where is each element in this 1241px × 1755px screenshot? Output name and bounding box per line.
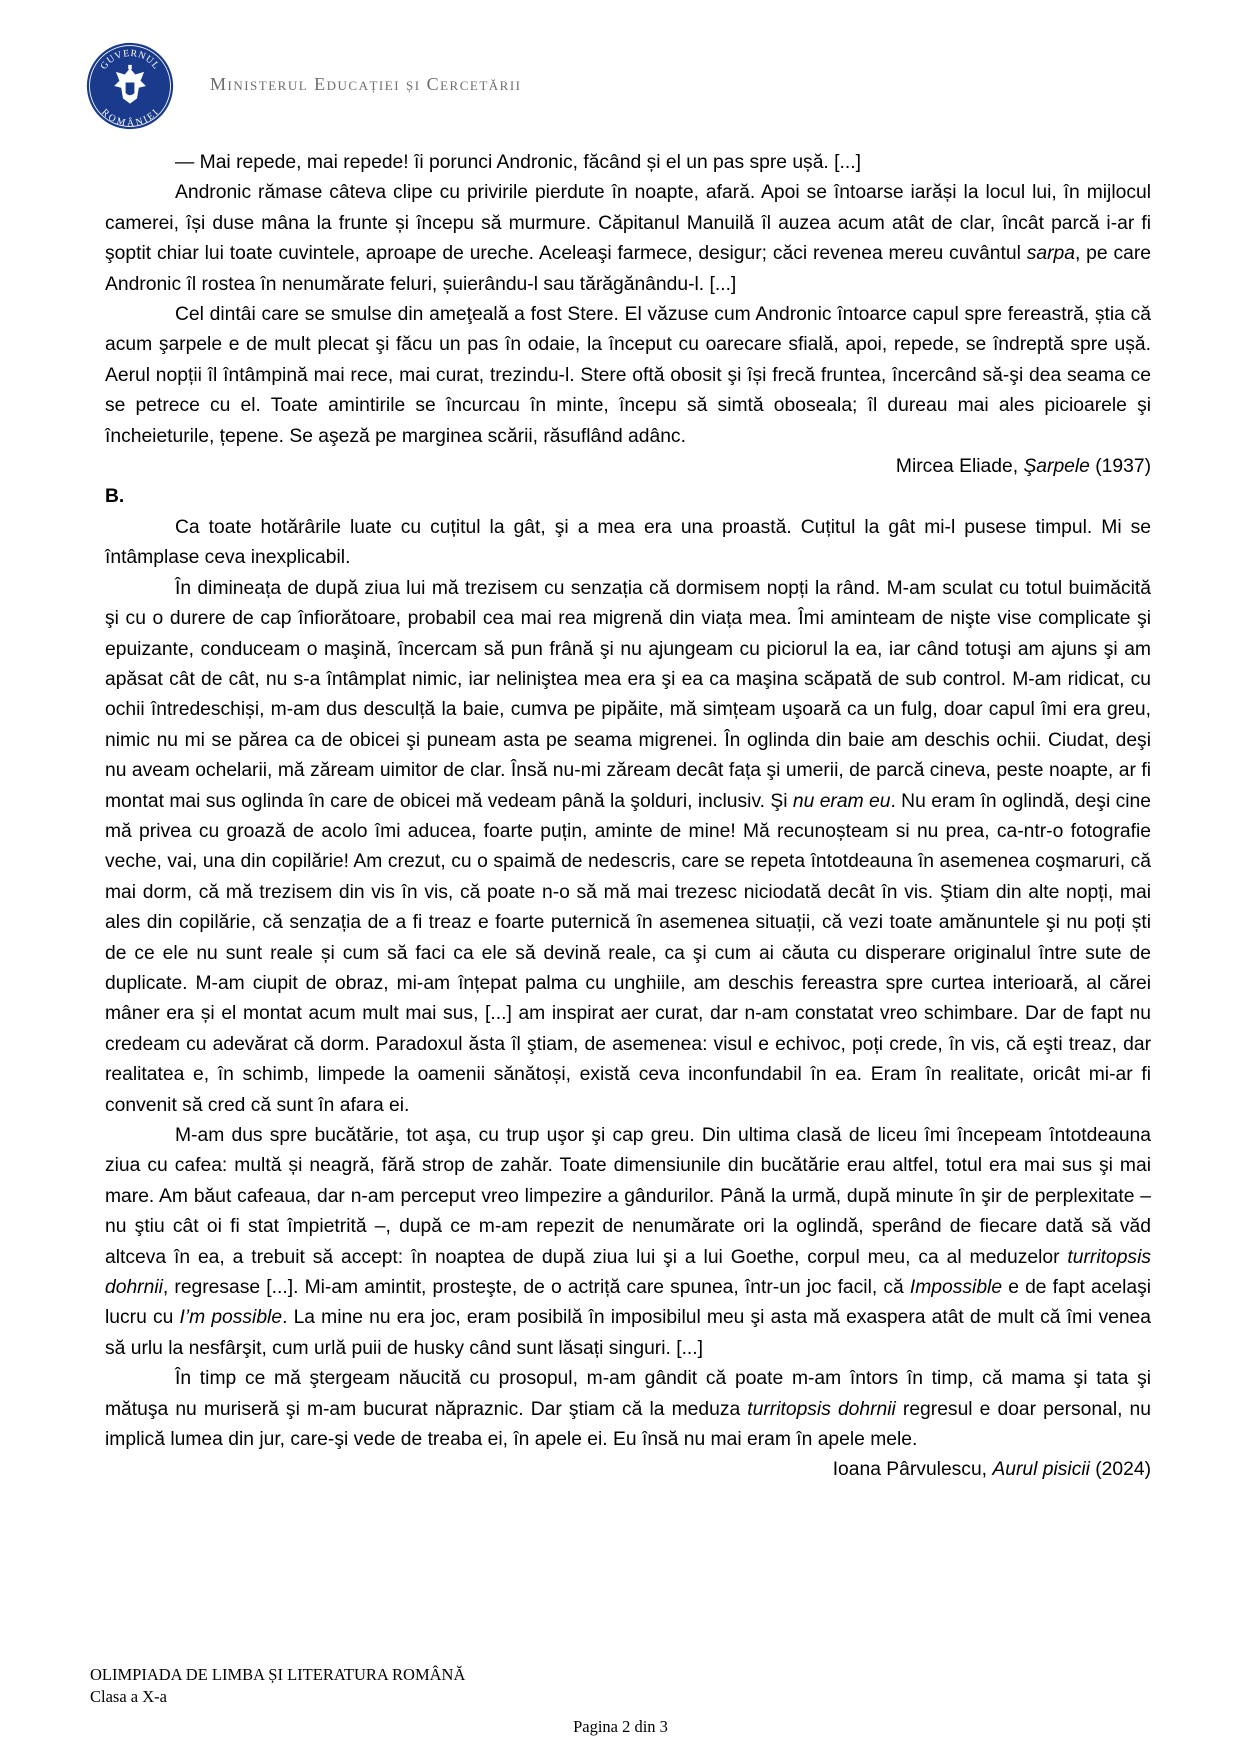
page-header — [86, 42, 986, 134]
paragraph: Cel dintâi care se smulse din ameţeală a fost Stere. El văzuse cum Andronic întoarce capul spre fereastră, știa că acum şarpele e de mult plecat şi făcu un pas în odaie, la început cu oarecare sfială, apoi, repede, se îndreptă spre ușă. Aerul nopții îl întâmpină mai rece, mai curat, trezindu-l. Stere oftă obosit şi își frecă fruntea, încercând să-şi dea seama ce se petrece cu el. Toate amintirile se încurcau în minte, începu să simtă oboseala; îl dureau mai ales picioarele şi încheieturile, țepene. Se aşeză pe marginea scării, răsuflând adânc. — [105, 304, 1151, 447]
svg-text:ROMÂNIEI: ROMÂNIEI — [99, 106, 162, 129]
footer-class: Clasa a X-a — [90, 1687, 167, 1706]
source-citation-b: Ioana Pârvulescu, Aurul pisicii (2024) — [832, 1459, 1151, 1481]
paragraph: — Mai repede, mai repede! îi porunci Andronic, făcând și el un pas spre ușă. [...] — [175, 152, 861, 173]
paragraph: În dimineața de după ziua lui mă trezisem cu senzația că dormisem nopți la rând. M-am sculat cu totul buimăcită şi cu o durere de cap înfiorătoare, probabil cea mai rea migrenă din viața mea. Îmi aminteam de nişte vise complicate şi epuizante, conduceam o maşină, încercam să pun frână şi nu ajungeam cu piciorul la ea, iar când totuşi am ajuns şi am apăsat cât de cât, nu s-a întâmplat nimic, iar neliniştea mea era şi ea ca maşina scăpată de sub control. M-am ridicat, cu ochii întredeschiși, m-am dus desculță la baie, cumva pe pipăite, mă simțeam uşoară ca un fulg, doar capul îmi era greu, nimic nu mi se părea ca de obicei şi puneam asta pe seama migrenei. În oglinda din baie am deschis ochii. Ciudat, deşi nu aveam ochelarii, mă zăream uimitor de clar. Însă nu-mi zăream decât fața şi umerii, de parcă cineva, peste noapte, ar fi montat mai sus oglinda în care de obicei mă vedeam până la şolduri, inclusiv. Şi nu eram eu. Nu eram în oglindă, deşi cine mă privea cu groază de acolo îmi aducea, foarte puțin, aminte de mine! Mă recunoșteam si nu prea, ca-ntr-o fotografie veche, vai, una din copilărie! Am crezut, cu o spaimă de nedescris, care se repeta întotdeauna în asemenea coşmaruri, că mai dorm, că mă trezisem din vis în vis, că poate n-o să mă mai trezesc niciodată decât în vis. Ştiam din alte nopți, mai ales din copilărie, că senzația de a fi treaz e foarte puternică în asemenea situații, că vezi toate amănuntele şi nu poți ști de ce ele nu sunt reale și cum să faci ca ele să devină reale, ca şi cum ai căuta cu disperare originalul între sute de duplicate. M-am ciupit de obraz, mi-am înțepat palma cu unghiile, am deschis fereastra spre curtea interioară, al cărei mâner era și el montat acum mult mai sus, [...] am inspirat aer curat, dar n-am constatat vreo schimbare. Dar de fapt nu credeam cu adevărat că dorm. Paradoxul ăsta îl ştiam, de asemenea: visul e echivoc, poți crede, în vis, că eşti treaz, dar realitatea e, în schimb, limpede la oamenii sănătoși, există ceva inconfundabil în ea. Eram în realitate, oricât mi-ar fi convenit să cred că sunt în afara ei. — [105, 577, 1151, 1116]
paragraph: M-am dus spre bucătărie, tot aşa, cu trup uşor şi cap greu. Din ultima clasă de liceu îmi începeam întotdeauna ziua cu cafea: multă și neagră, fără strop de zahăr. Toate dimensiunile din bucătărie erau altfel, totul era mai sus şi mai mare. Am băut cafeaua, dar n-am perceput vreo limpezire a gândurilor. Până la urmă, după minute în şir de perplexitate – nu ştiu cât oi fi stat împietrită –, după ce m-am repezit de nenumărate ori la oglindă, sperând de fiecare dată să văd altceva în ea, a trebuit să accept: în noaptea de după ziua lui şi a lui Goethe, corpul meu, ca al meduzelor turritopsis dohrnii, regresase [...]. Mi-am amintit, prosteşte, de o actriță care spunea, într-un joc facil, că Impossible e de fapt acelaşi lucru cu I’m possible. La mine nu era joc, eram posibilă în imposibilul meu şi asta mă exaspera atât de mult că îmi venea să urlu la nesfârşit, cum urlă puii de husky când sunt lăsați singuri. [...] — [105, 1125, 1152, 1359]
svg-text:GUVERNUL: GUVERNUL — [98, 47, 162, 72]
source-citation-a: Mircea Eliade, Şarpele (1937) — [895, 456, 1151, 478]
paragraph: Ca toate hotărârile luate cu cuțitul la gât, şi a mea era una proastă. Cuțitul la gât mi-l pusese timpul. Mi se întâmplase ceva inexplicabil. — [105, 516, 1151, 569]
paragraph: Andronic rămase câteva clipe cu privirile pierdute în noapte, afară. Apoi se întoarse iarăși la locul lui, în mijlocul camerei, își duse mâna la frunte și începu să murmure. Căpitanul Manuilă îl auzea acum atât de clar, încât parcă i-ar fi şoptit chiar lui toate cuvintele, aproape de ureche. Aceleaşi farmece, desigur; căci revenea mereu cuvântul sarpa, pe care Andronic îl rostea în nenumărate feluri, șuierându-l sau tărăgănându-l. [...] — [105, 182, 1151, 295]
government-seal-logo — [86, 42, 174, 130]
page-footer — [90, 1664, 1140, 1708]
section-label-b: B. — [105, 486, 125, 508]
footer-olympiad-title: OLIMPIADA DE LIMBA ȘI LITERATURA ROMÂNĂ — [90, 1665, 466, 1684]
paragraph: În timp ce mă ştergeam năucită cu prosopul, m-am gândit că poate m-am întors în timp, că mama şi tata şi mătuşa nu muriseră şi m-am bucurat năpraznic. Dar ştiam că la meduza turritopsis dohrnii regresul e doar personal, nu implică lumea din jur, care-şi vede de treaba ei, în apele ei. Eu însă nu mai eram în apele mele. — [105, 1368, 1151, 1451]
page-number: Pagina 2 din 3 — [573, 1717, 668, 1736]
document-body — [105, 148, 1151, 1486]
ministry-name: Ministerul Educației și Cercetării — [210, 74, 522, 94]
